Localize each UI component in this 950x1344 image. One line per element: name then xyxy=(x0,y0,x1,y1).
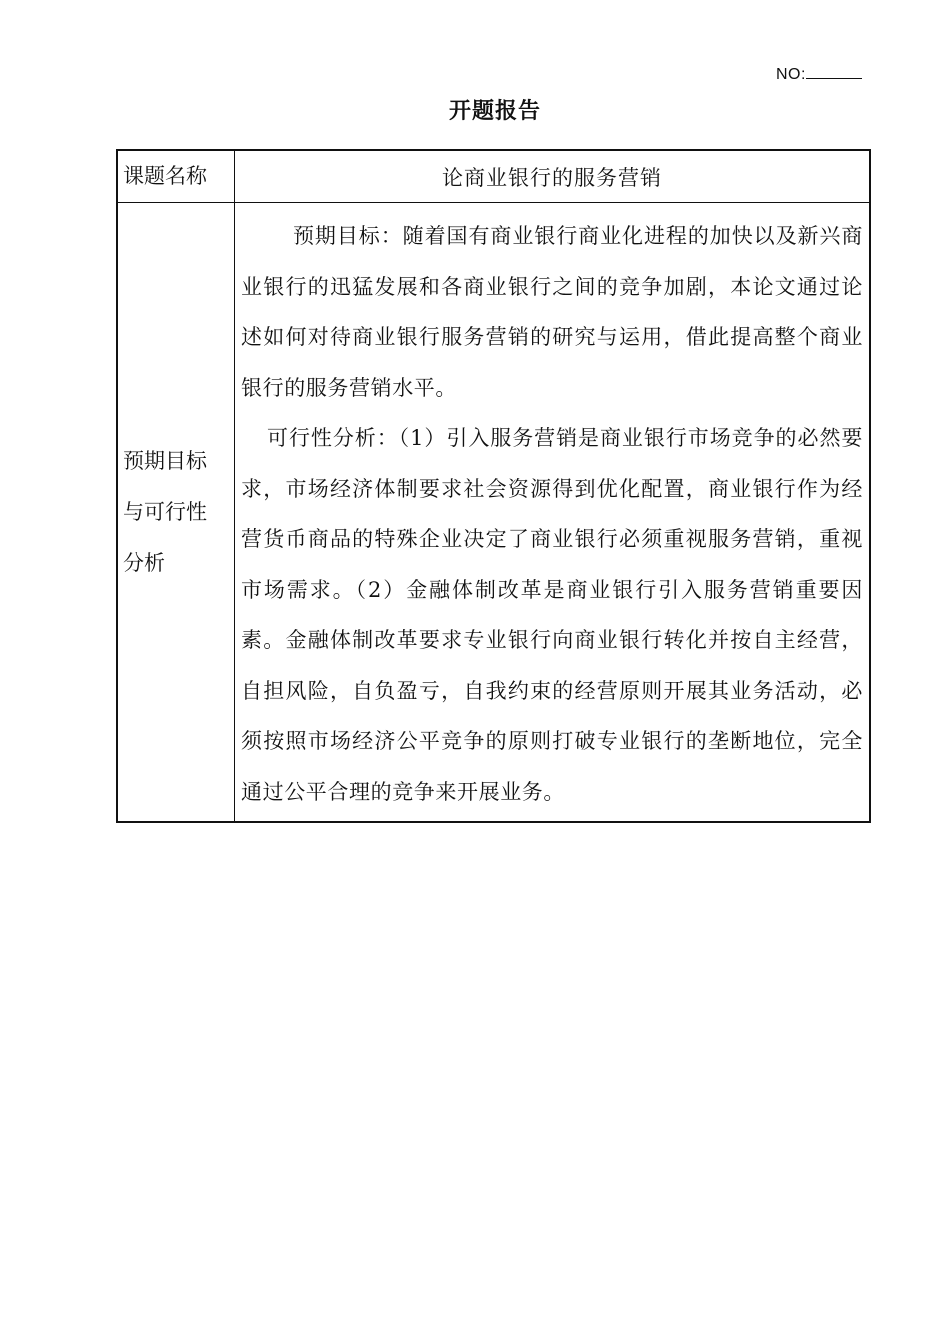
analysis-label-cell xyxy=(117,203,235,823)
page-title: 开题报告 xyxy=(448,99,541,124)
feasibility-paragraph: 可行性分析：（1）引入服务营销是商业银行市场竞争的必然要求，市场经济体制要求社会资源得到优化配置，商业银行作为经营货币商品的特殊企业决定了商业银行必须重视服务营销，重视市场需求。（2）金融体制改革是商业银行引入服务营销重要因素。金融体制改革要求专业银行向商业银行转化并按自主经营，自担风险，自负盈亏，自我约束的经营原则开展其业务活动，必须按照市场经济公平竞争的原则打破专业银行的垄断地位，完全通过公平合理的竞争来开展业务。 xyxy=(241,426,863,804)
table-row-topic xyxy=(117,150,870,203)
topic-value: 论商业银行的服务营销 xyxy=(235,150,871,203)
report-number xyxy=(776,64,862,84)
table-row-analysis xyxy=(117,203,870,823)
objective-paragraph: 预期目标：随着国有商业银行商业化进程的加快以及新兴商业银行的迅猛发展和各商业银行之间的竞争加剧，本论文通过论述如何对待商业银行服务营销的研究与运用，借此提高整个商业银行的服务营销水平。 xyxy=(241,224,863,400)
analysis-body xyxy=(235,203,871,823)
analysis-label: 预期目标与可行性分析 xyxy=(123,448,207,575)
report-number-label: NO: xyxy=(776,66,806,83)
report-number-blank xyxy=(806,64,862,79)
report-table xyxy=(116,149,871,823)
topic-label: 课题名称 xyxy=(117,150,235,203)
